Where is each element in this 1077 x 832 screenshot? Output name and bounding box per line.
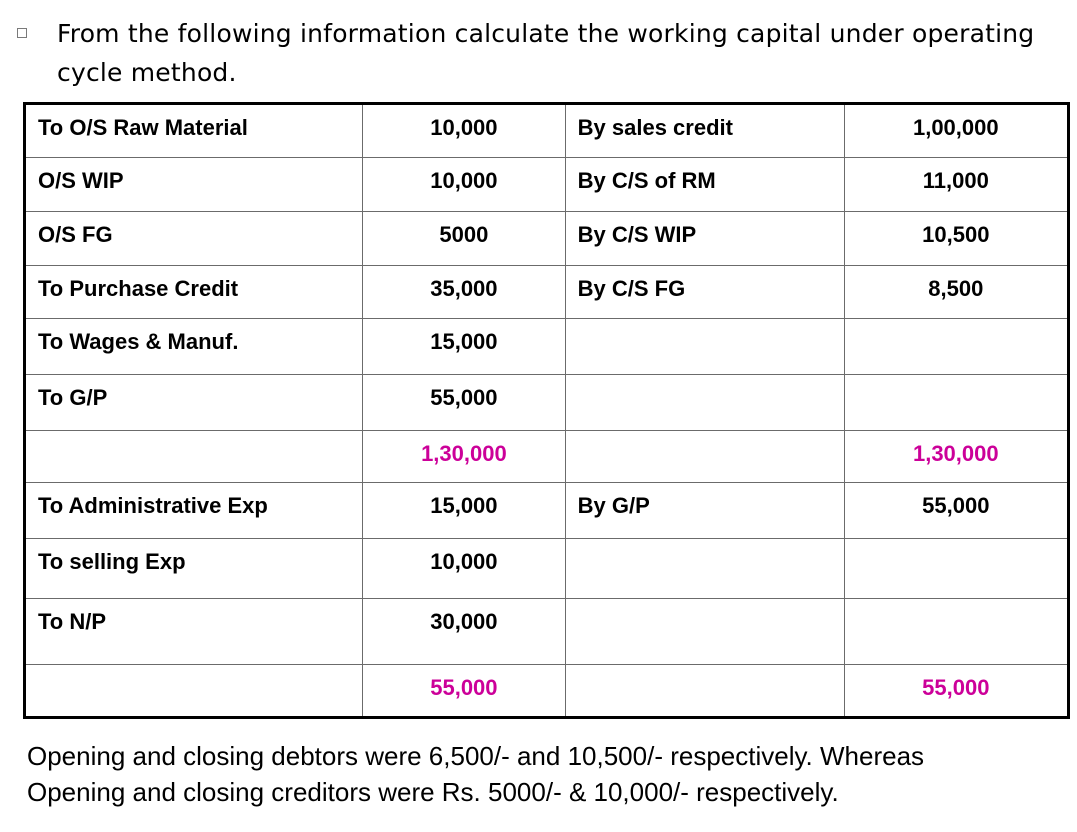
particulars-right-cell xyxy=(565,431,844,483)
table-row xyxy=(25,104,1069,158)
particulars-left-cell: O/S WIP xyxy=(25,158,363,212)
amount-left-cell: 10,000 xyxy=(363,104,566,158)
particulars-left-cell xyxy=(25,431,363,483)
amount-right-cell: 55,000 xyxy=(844,665,1068,718)
particulars-right-cell: By C/S WIP xyxy=(565,212,844,266)
amount-right-cell: 1,30,000 xyxy=(844,431,1068,483)
particulars-right-cell: By sales credit xyxy=(565,104,844,158)
question-text: From the following information calculate the working capital under operating cycle method. xyxy=(57,19,1035,87)
trading-account-table xyxy=(23,102,1070,719)
table-row xyxy=(25,212,1069,266)
amount-right-cell: 1,00,000 xyxy=(844,104,1068,158)
amount-right-cell: 10,500 xyxy=(844,212,1068,266)
amount-right-cell xyxy=(844,375,1068,431)
particulars-right-cell: By C/S of RM xyxy=(565,158,844,212)
particulars-left-cell: To Administrative Exp xyxy=(25,483,363,539)
bullet-square-icon xyxy=(17,28,27,38)
amount-left-cell: 15,000 xyxy=(363,319,566,375)
amount-left-cell: 15,000 xyxy=(363,483,566,539)
particulars-right-cell xyxy=(565,665,844,718)
footer-line-2: Opening and closing creditors were Rs. 5000/- & 10,000/- respectively. xyxy=(27,777,839,807)
amount-left-cell: 35,000 xyxy=(363,266,566,319)
table-total-row xyxy=(25,665,1069,718)
amount-right-cell: 55,000 xyxy=(844,483,1068,539)
amount-right-cell xyxy=(844,599,1068,665)
amount-left-cell: 10,000 xyxy=(363,539,566,599)
particulars-right-cell xyxy=(565,319,844,375)
amount-left-cell: 55,000 xyxy=(363,665,566,718)
table-body xyxy=(25,104,1069,718)
amount-right-cell xyxy=(844,319,1068,375)
particulars-left-cell: O/S FG xyxy=(25,212,363,266)
particulars-left-cell: To Purchase Credit xyxy=(25,266,363,319)
table-row xyxy=(25,539,1069,599)
particulars-left-cell: To N/P xyxy=(25,599,363,665)
table-row xyxy=(25,483,1069,539)
particulars-right-cell xyxy=(565,539,844,599)
amount-right-cell xyxy=(844,539,1068,599)
particulars-left-cell: To G/P xyxy=(25,375,363,431)
amount-right-cell: 8,500 xyxy=(844,266,1068,319)
amount-right-cell: 11,000 xyxy=(844,158,1068,212)
amount-left-cell: 1,30,000 xyxy=(363,431,566,483)
footer-note xyxy=(27,738,1067,810)
table-row xyxy=(25,266,1069,319)
particulars-left-cell: To Wages & Manuf. xyxy=(25,319,363,375)
footer-line-1: Opening and closing debtors were 6,500/- and 10,500/- respectively. Whereas xyxy=(27,741,925,771)
particulars-left-cell xyxy=(25,665,363,718)
table-row xyxy=(25,319,1069,375)
particulars-right-cell: By C/S FG xyxy=(565,266,844,319)
amount-left-cell: 30,000 xyxy=(363,599,566,665)
table-row xyxy=(25,599,1069,665)
particulars-left-cell: To selling Exp xyxy=(25,539,363,599)
amount-left-cell: 10,000 xyxy=(363,158,566,212)
amount-left-cell: 55,000 xyxy=(363,375,566,431)
amount-left-cell: 5000 xyxy=(363,212,566,266)
table-row xyxy=(25,158,1069,212)
table-row xyxy=(25,375,1069,431)
particulars-right-cell xyxy=(565,599,844,665)
table-total-row xyxy=(25,431,1069,483)
particulars-left-cell: To O/S Raw Material xyxy=(25,104,363,158)
particulars-right-cell xyxy=(565,375,844,431)
particulars-right-cell: By G/P xyxy=(565,483,844,539)
